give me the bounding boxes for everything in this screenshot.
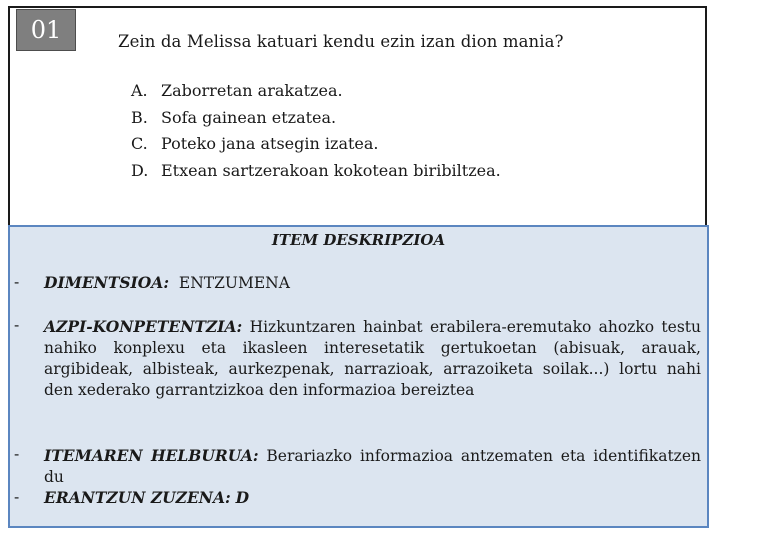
option-a	[131, 78, 501, 105]
option-letter: C.	[131, 134, 148, 153]
item-description-box	[8, 225, 709, 528]
answer-options	[131, 78, 501, 184]
bullet-dash: -	[14, 445, 20, 463]
dimension-label: DIMENTSIOA:	[44, 273, 170, 292]
option-letter: A.	[131, 81, 148, 100]
option-text: Sofa gainean etzatea.	[161, 107, 337, 127]
bullet-dash: -	[14, 273, 20, 291]
bullet-dash: -	[14, 316, 20, 334]
dimension-value: ENTZUMENA	[178, 274, 290, 292]
question-text: Zein da Melissa katuari kendu ezin izan dion mania?	[118, 32, 564, 51]
option-letter: D.	[131, 160, 149, 180]
sub-competence-value: Hizkuntzaren hainbat erabilera-eremutako ahozko testu nahiko konplexu eta ikasleen interesetatik gertukoetan (abisuak, arauak, argibideak, albisteak, aurkezpenak, narrazioak, arrazoiketa soilak...) lortu nahi den xederako garrantzizkoa den informazioa bereiztea	[44, 318, 701, 399]
option-text: Poteko jana atsegin izatea.	[161, 134, 379, 153]
option-c	[131, 131, 501, 158]
option-b	[131, 105, 501, 132]
bullet-dash: -	[14, 488, 20, 506]
item-description-title: ITEM DESKRIPZIOA	[271, 231, 446, 249]
sub-competence-label: AZPI-KONPETENTZIA:	[44, 317, 243, 336]
option-d	[131, 158, 501, 185]
item-goal-value: Berariazko informazioa antzematen eta identifikatzen du	[44, 447, 701, 486]
option-text: Zaborretan arakatzea.	[161, 81, 343, 100]
option-letter: B.	[131, 107, 148, 127]
question-box	[8, 6, 707, 225]
option-text: Etxean sartzerakoan kokotean biribiltzea.	[161, 160, 501, 180]
correct-answer-value: D	[235, 488, 250, 507]
correct-answer-label: ERANTZUN ZUZENA:	[44, 488, 231, 507]
question-number-badge: 01	[16, 9, 76, 51]
item-goal-label: ITEMAREN HELBURUA:	[44, 446, 259, 465]
